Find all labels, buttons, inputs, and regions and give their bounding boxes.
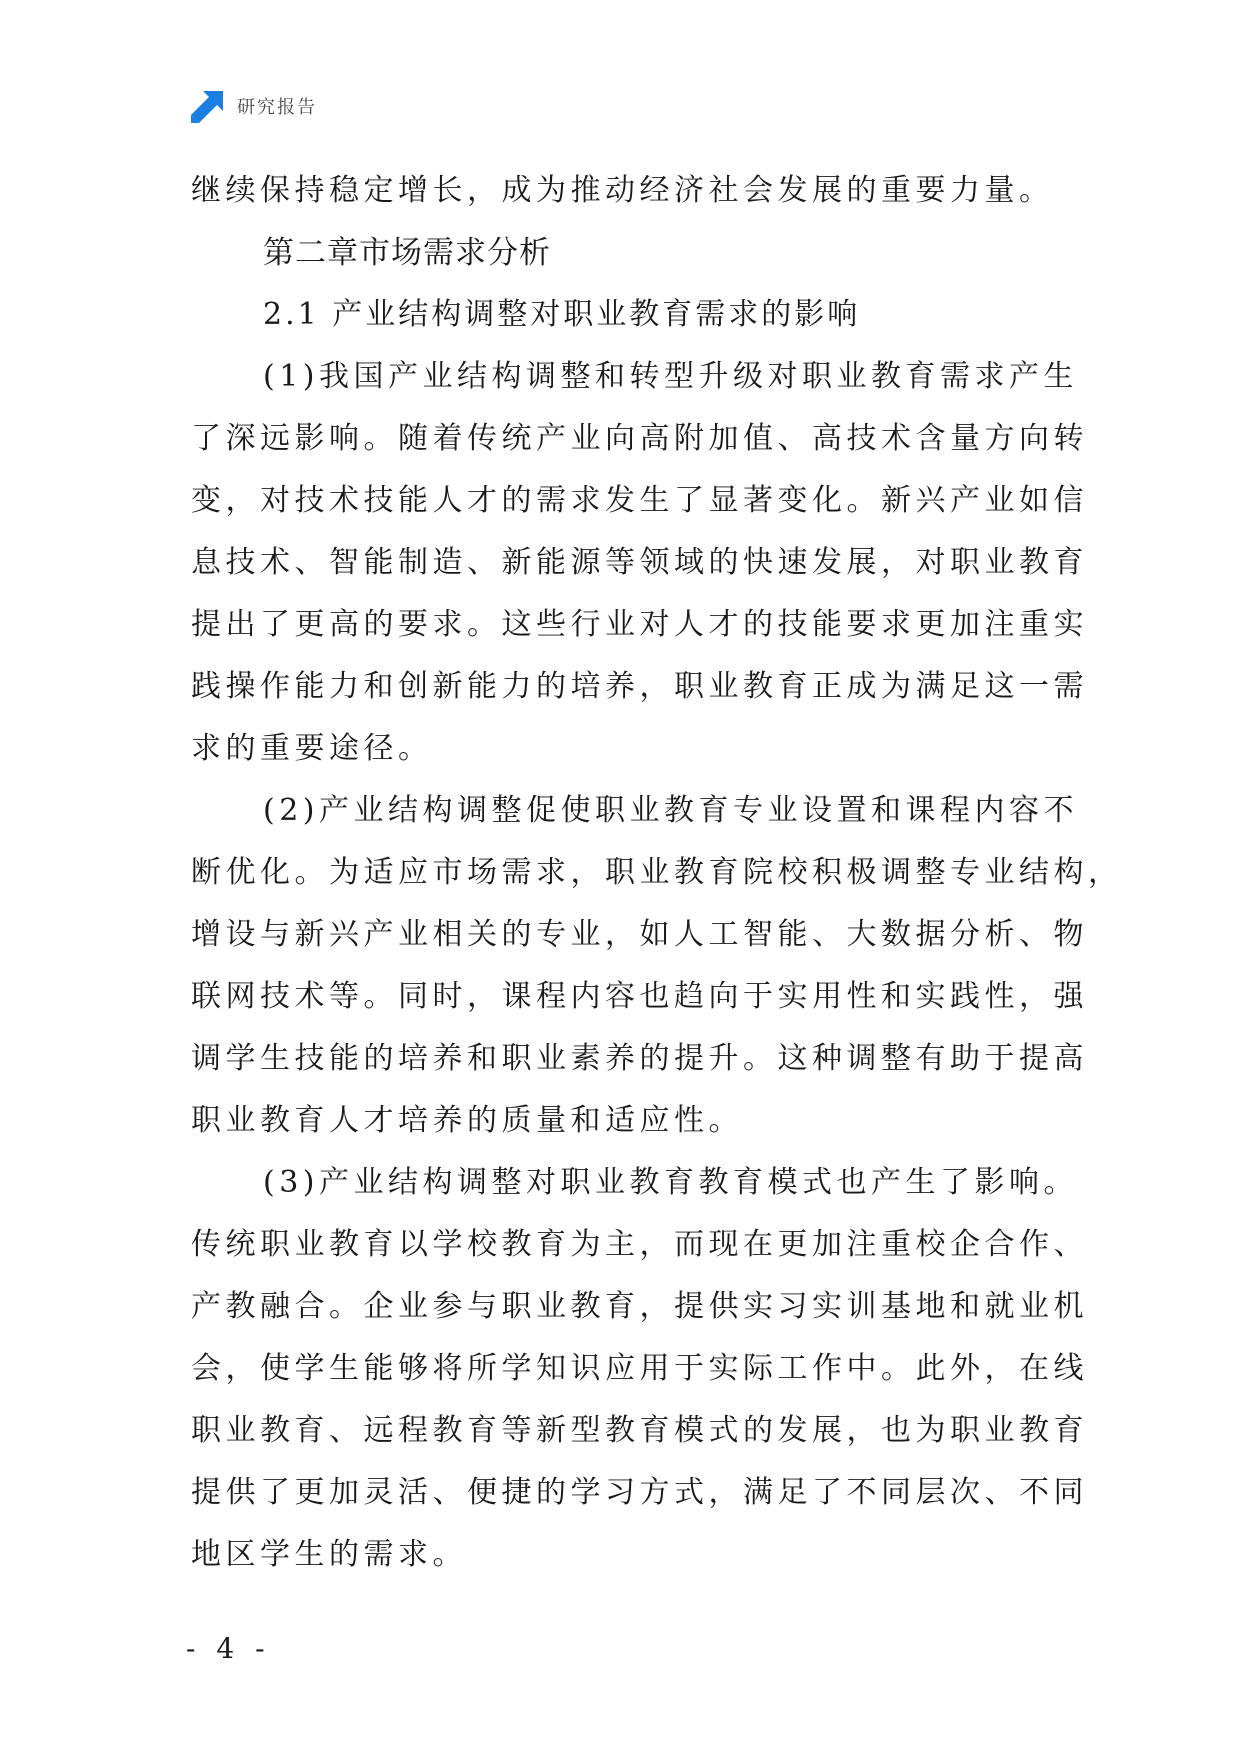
- text-line: (3)产业结构调整对职业教育教育模式也产生了影响。: [263, 1165, 1078, 1200]
- text-line: 联网技术等。同时，课程内容也趋向于实用性和实践性，强: [191, 979, 1088, 1014]
- text-line: 地区学生的需求。: [191, 1537, 467, 1572]
- text-line: 践操作能力和创新能力的培养，职业教育正成为满足这一需: [191, 669, 1088, 704]
- report-header: [191, 88, 317, 124]
- paragraph-2: [191, 780, 1123, 1152]
- text-line: 增设与新兴产业相关的专业，如人工智能、大数据分析、物: [191, 917, 1088, 952]
- text-line: (1)我国产业结构调整和转型升级对职业教育需求产生: [263, 359, 1078, 394]
- page-number: - 4 -: [186, 1632, 271, 1665]
- text-line: 变，对技术技能人才的需求发生了显著变化。新兴产业如信: [191, 483, 1088, 518]
- paragraph-3: [191, 1152, 1088, 1586]
- text-line: (2)产业结构调整促使职业教育专业设置和课程内容不: [263, 793, 1078, 828]
- text-line: 提供了更加灵活、便捷的学习方式，满足了不同层次、不同: [191, 1475, 1088, 1510]
- arrow-up-right-icon: [191, 89, 225, 123]
- text-line: 产教融合。企业参与职业教育，提供实习实训基地和就业机: [191, 1289, 1088, 1324]
- document-body: [191, 160, 1123, 1586]
- paragraph-1: [191, 346, 1088, 780]
- section-heading: 2.1 产业结构调整对职业教育需求的影响: [263, 297, 861, 332]
- text-line: 提出了更高的要求。这些行业对人才的技能要求更加注重实: [191, 607, 1088, 642]
- text-line: 了深远影响。随着传统产业向高附加值、高技术含量方向转: [191, 421, 1088, 456]
- report-type-label: 研究报告: [237, 97, 317, 118]
- text-line: 求的重要途径。: [191, 731, 433, 766]
- text-line: 传统职业教育以学校教育为主，而现在更加注重校企合作、: [191, 1227, 1088, 1262]
- chapter-heading: 第二章市场需求分析: [263, 235, 551, 271]
- text-line: 职业教育、远程教育等新型教育模式的发展，也为职业教育: [191, 1413, 1088, 1448]
- text-line: 会，使学生能够将所学知识应用于实际工作中。此外，在线: [191, 1351, 1088, 1386]
- text-line: 职业教育人才培养的质量和适应性。: [191, 1103, 743, 1138]
- text-line: 息技术、智能制造、新能源等领域的快速发展，对职业教育: [191, 545, 1088, 580]
- intro-line: 继续保持稳定增长，成为推动经济社会发展的重要力量。: [191, 173, 1054, 208]
- text-line: 调学生技能的培养和职业素养的提升。这种调整有助于提高: [191, 1041, 1088, 1076]
- text-line: 断优化。为适应市场需求，职业教育院校积极调整专业结构，: [191, 855, 1123, 890]
